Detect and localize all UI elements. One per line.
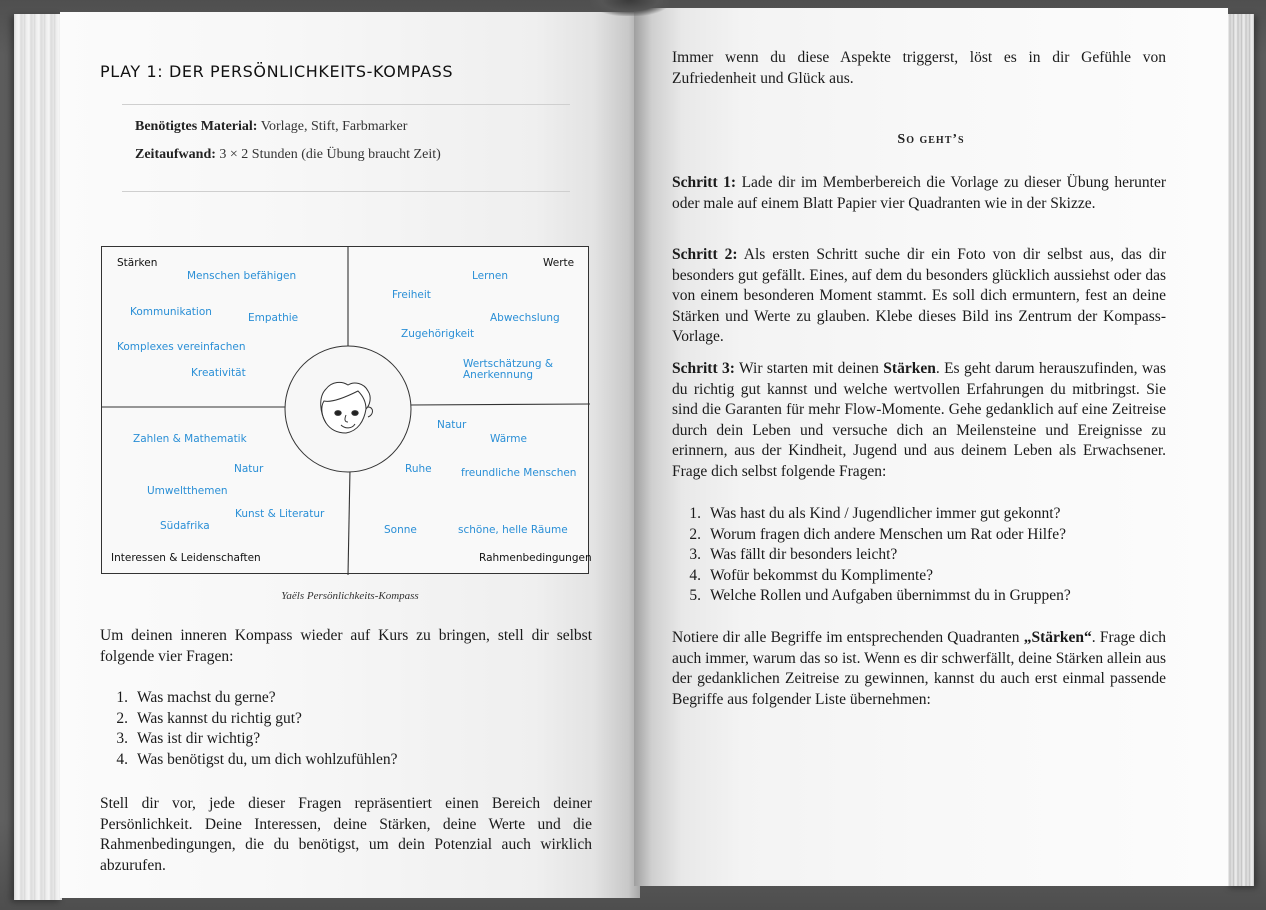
paragraph: Stell dir vor, jede dieser Fragen repräsentiert einen Bereich deiner Persönlichkeit. Deine Interessen, deine Stärken, deine Werte und die Rahmenbedingungen, die du benötigst, um dein Potenzial auch wirklich abzurufen. (100, 795, 592, 874)
term: Anerkennung (463, 369, 534, 381)
term: Südafrika (160, 520, 210, 532)
page-title: PLAY 1: DER PERSÖNLICHKEITS-KOMPASS (100, 62, 454, 81)
quadrant-label-rahmenbedingungen: Rahmenbedingungen (479, 552, 592, 564)
right-page (634, 8, 1228, 886)
list-item: 2. Was kannst du richtig gut? (116, 709, 302, 727)
paragraph: Um deinen inneren Kompass wieder auf Kurs zu bringen, stell dir selbst folgende vier Fragen: (100, 627, 592, 665)
book-spine (590, 0, 670, 16)
term: Natur (234, 463, 264, 475)
term: Komplexes vereinfachen (117, 341, 246, 353)
compass-diagram (101, 246, 592, 574)
quadrant-label-staerken: Stärken (117, 257, 158, 269)
list-item: 3. Was fällt dir besonders leicht? (689, 546, 898, 563)
quadrant-label-interessen: Interessen & Leidenschaften (111, 552, 261, 564)
list-item: 1. Was machst du gerne? (116, 689, 276, 706)
term: schöne, helle Räume (458, 524, 568, 536)
step-3: Schritt 3: Wir starten mit deinen Stärken. Es geht darum herauszufinden, was du richtig gut kannst und welche wertvollen Erfahrungen du mitbringst. Sie sind die Garanten für mehr Flow-Momente. Gehe gedanklich auf eine Zeitreise durch dein Leben und versuche dich an Meilensteine und Ereignisse zu erinnern, aus der Kindheit, Jugend und aus deinem Leben als Erwachsener. Frage dich selbst folgende Fragen: (672, 360, 1167, 480)
term: Wertschätzung & (463, 358, 554, 370)
list-item: 3. Was ist dir wichtig? (116, 730, 261, 747)
quadrant-label-werte: Werte (543, 257, 575, 269)
step-1: Schritt 1: Lade dir im Memberbereich die Vorlage zu dieser Übung herunter oder male auf einem Blatt Papier vier Quadranten wie in der Skizze. (672, 174, 1166, 212)
material-label: Benötigtes Material: (135, 119, 258, 134)
material-box (122, 104, 570, 192)
term: freundliche Menschen (461, 467, 577, 479)
step-2: Schritt 2: Als ersten Schritt suche dir ein Foto von dir selbst aus, das dir besonders gut gefällt. Eines, auf dem du besonders glücklich aussiehst oder das von einem besonderen Moment stammt. Es soll dich ermuntern, fest an deine Stärken und Werte zu glauben. Klebe dieses Bild ins Zentrum der Kompass-Vorlage. (672, 246, 1166, 345)
list-item: 4. Was benötigst du, um dich wohlzufühlen? (116, 750, 398, 768)
term: Wärme (490, 433, 527, 445)
term: Natur (437, 419, 467, 431)
term: Empathie (248, 312, 299, 324)
material-value: Vorlage, Stift, Farbmarker (257, 119, 408, 134)
book-edge-left (14, 14, 62, 900)
term: Zugehörigkeit (401, 328, 475, 340)
list-item: 5. Welche Rollen und Aufgaben übernimmst du in Gruppen? (689, 587, 1071, 604)
strengths-question-list (681, 504, 1071, 607)
term: Kommunikation (130, 306, 212, 318)
term: Kreativität (191, 367, 246, 379)
step-label: Schritt 2: (672, 246, 738, 263)
paragraph: Immer wenn du diese Aspekte triggerst, löst es in dir Gefühle von Zufriedenheit und Glück aus. (672, 49, 1166, 87)
step-label: Schritt 1: (672, 174, 737, 191)
book-edge-right (1226, 14, 1254, 886)
step-label: Schritt 3: (672, 360, 735, 377)
term: Zahlen & Mathematik (133, 433, 247, 445)
term: Ruhe (405, 463, 432, 475)
paragraph: Notiere dir alle Begriffe im entsprechenden Quadranten „Stärken“. Frage dich auch immer, warum das so ist. Wenn es dir schwerfällt, deine Stärken allein aus der gedanklichen Zeitreise zu gewinnen, kannst du auch erst einmal passende Begriffe aus folgender Liste übernehmen: (672, 629, 1166, 708)
list-item: 1. Was hast du als Kind / Jugendlicher immer gut gekonnt? (689, 505, 1061, 522)
term: Kunst & Literatur (235, 508, 325, 520)
term: Umweltthemen (147, 485, 228, 497)
time-label: Zeitaufwand: (135, 147, 216, 162)
question-list (108, 688, 397, 770)
figure-caption: Yaëls Persönlichkeits-Kompass (281, 590, 419, 602)
time-value: 3 × 2 Stunden (die Übung braucht Zeit) (215, 147, 441, 162)
term: Abwechslung (490, 312, 560, 324)
term: Freiheit (392, 289, 431, 301)
term: Lernen (472, 270, 509, 282)
term: Menschen befähigen (187, 270, 297, 282)
list-item: 4. Wofür bekommst du Komplimente? (689, 566, 934, 584)
term: Sonne (384, 524, 417, 536)
section-heading: So geht’s (897, 132, 965, 147)
list-item: 2. Worum fragen dich andere Menschen um Rat oder Hilfe? (689, 525, 1066, 543)
material-line (135, 119, 407, 135)
time-line (135, 147, 441, 163)
left-page (60, 12, 640, 898)
